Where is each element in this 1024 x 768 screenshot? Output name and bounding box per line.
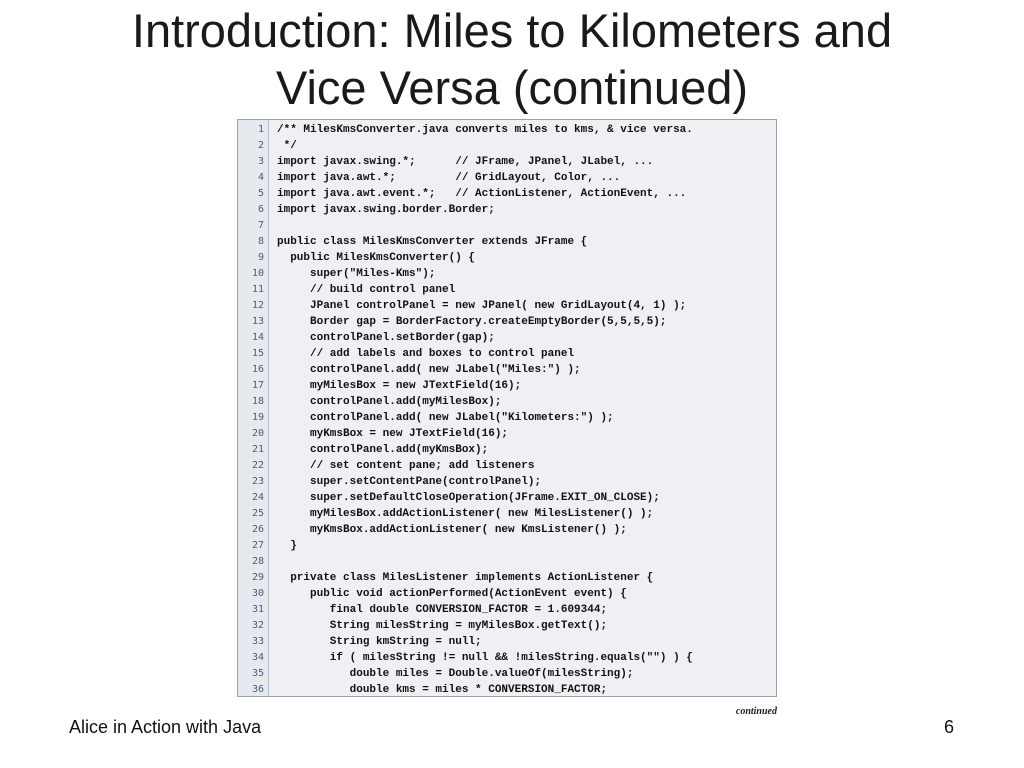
code-text: // set content pane; add listeners	[277, 460, 535, 472]
code-line	[238, 218, 776, 234]
code-text: controlPanel.setBorder(gap);	[277, 332, 495, 344]
code-text: public class MilesKmsConverter extends JFrame {	[277, 236, 588, 248]
code-text: super("Miles-Kms");	[277, 268, 436, 280]
code-line	[238, 506, 776, 522]
code-text: import java.awt.*; // GridLayout, Color, ...	[277, 172, 621, 184]
line-number: 23	[251, 476, 264, 487]
footer-course-title: Alice in Action with Java	[69, 717, 262, 737]
line-number: 3	[257, 156, 264, 167]
line-number: 12	[251, 300, 264, 311]
code-line	[238, 170, 776, 186]
line-number: 15	[251, 348, 264, 359]
code-text: import javax.swing.*; // JFrame, JPanel, JLabel, ...	[277, 156, 654, 168]
code-line	[238, 346, 776, 362]
code-text: myKmsBox = new JTextField(16);	[277, 428, 509, 440]
code-line	[238, 394, 776, 410]
line-number: 36	[251, 684, 264, 695]
line-number: 19	[251, 412, 264, 423]
code-text: double kms = miles * CONVERSION_FACTOR;	[277, 684, 608, 696]
code-text: private class MilesListener implements ActionListener {	[277, 572, 654, 584]
code-text: JPanel controlPanel = new JPanel( new GridLayout(4, 1) );	[277, 300, 687, 312]
code-text: controlPanel.add(myKmsBox);	[277, 444, 489, 456]
line-number: 29	[251, 572, 264, 583]
line-number: 30	[251, 588, 264, 599]
code-text: super.setContentPane(controlPanel);	[277, 476, 542, 488]
code-text: */	[277, 140, 297, 152]
code-line	[238, 250, 776, 266]
code-line	[238, 314, 776, 330]
code-line	[238, 666, 776, 682]
line-number: 28	[251, 556, 264, 567]
footer-page-number: 6	[943, 717, 954, 737]
code-text: super.setDefaultCloseOperation(JFrame.EXIT_ON_CLOSE);	[277, 492, 660, 504]
code-text: myMilesBox = new JTextField(16);	[277, 380, 522, 392]
line-number: 5	[257, 188, 264, 199]
code-line	[238, 682, 776, 697]
line-number: 17	[251, 380, 264, 391]
code-text: myMilesBox.addActionListener( new MilesListener() );	[277, 508, 654, 520]
line-number: 11	[251, 284, 264, 295]
line-number: 24	[251, 492, 264, 503]
code-text: String kmString = null;	[277, 636, 482, 648]
code-line	[238, 618, 776, 634]
code-text: myKmsBox.addActionListener( new KmsListener() );	[277, 524, 627, 536]
code-text: controlPanel.add( new JLabel("Miles:") );	[277, 364, 581, 376]
code-line	[238, 266, 776, 282]
code-line	[238, 298, 776, 314]
code-line	[238, 570, 776, 586]
line-number: 34	[251, 652, 264, 663]
code-text: public void actionPerformed(ActionEvent event) {	[277, 588, 627, 600]
code-line	[238, 426, 776, 442]
line-number: 21	[251, 444, 264, 455]
code-line	[238, 330, 776, 346]
code-line	[238, 602, 776, 618]
line-number: 16	[251, 364, 264, 375]
line-number: 18	[251, 396, 264, 407]
line-number: 9	[257, 252, 264, 263]
code-line	[238, 474, 776, 490]
line-number: 35	[251, 668, 264, 679]
code-text: // build control panel	[277, 284, 456, 296]
code-line	[238, 458, 776, 474]
code-line	[238, 554, 776, 570]
code-text: controlPanel.add( new JLabel("Kilometers:") );	[277, 412, 614, 424]
line-number: 31	[251, 604, 264, 615]
continued-label: continued	[735, 706, 777, 717]
code-text: double miles = Double.valueOf(milesString);	[277, 668, 634, 680]
slide-title-line-2: Vice Versa (continued)	[275, 61, 749, 114]
line-number: 7	[257, 220, 264, 231]
line-number: 8	[257, 236, 264, 247]
code-text: Border gap = BorderFactory.createEmptyBorder(5,5,5,5);	[277, 316, 667, 328]
line-number: 13	[251, 316, 264, 327]
line-number: 25	[251, 508, 264, 519]
line-number: 27	[251, 540, 264, 551]
code-lines	[238, 122, 776, 697]
code-line	[238, 442, 776, 458]
code-line	[238, 410, 776, 426]
code-line	[238, 186, 776, 202]
line-number: 22	[251, 460, 264, 471]
line-number: 10	[251, 268, 264, 279]
line-number: 33	[251, 636, 264, 647]
code-line	[238, 378, 776, 394]
code-text: import javax.swing.border.Border;	[277, 204, 495, 216]
line-number: 32	[251, 620, 264, 631]
code-line	[238, 522, 776, 538]
line-number: 4	[257, 172, 264, 183]
code-line	[238, 538, 776, 554]
code-line	[238, 650, 776, 666]
line-number: 20	[251, 428, 264, 439]
code-line	[238, 634, 776, 650]
code-listing	[237, 119, 777, 697]
code-line	[238, 490, 776, 506]
line-number: 14	[251, 332, 264, 343]
line-number: 2	[257, 140, 264, 151]
code-line	[238, 362, 776, 378]
code-text: // add labels and boxes to control panel	[277, 348, 575, 360]
code-line	[238, 282, 776, 298]
code-text: String milesString = myMilesBox.getText();	[277, 620, 608, 632]
line-number: 26	[251, 524, 264, 535]
code-text: public MilesKmsConverter() {	[277, 252, 476, 264]
code-text: controlPanel.add(myMilesBox);	[277, 396, 502, 408]
code-text: }	[277, 540, 297, 552]
code-text: /** MilesKmsConverter.java converts miles to kms, & vice versa.	[277, 124, 693, 136]
code-line	[238, 138, 776, 154]
line-number: 6	[257, 204, 264, 215]
line-number: 1	[257, 124, 264, 135]
slide-title-line-1: Introduction: Miles to Kilometers and	[131, 4, 893, 57]
code-text: import java.awt.event.*; // ActionListener, ActionEvent, ...	[277, 188, 687, 200]
code-line	[238, 234, 776, 250]
code-line	[238, 154, 776, 170]
code-text: final double CONVERSION_FACTOR = 1.609344;	[277, 604, 608, 616]
code-text: if ( milesString != null && !milesString.equals("") ) {	[277, 652, 693, 664]
code-line	[238, 586, 776, 602]
code-line	[238, 122, 776, 138]
code-line	[238, 202, 776, 218]
slide-title	[0, 2, 1024, 116]
